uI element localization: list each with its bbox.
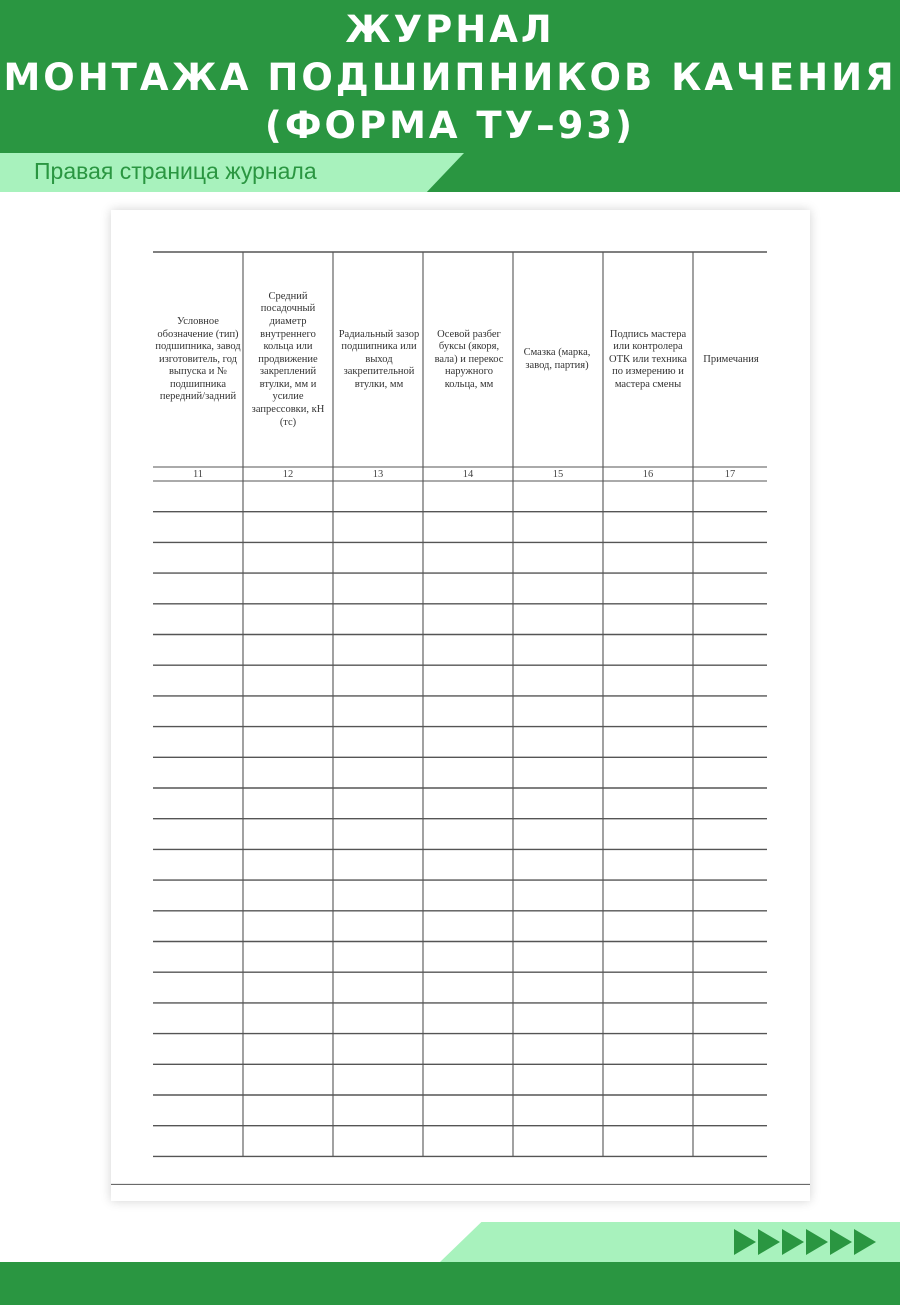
column-header-15: Смазка (марка, завод, партия) xyxy=(523,347,591,371)
arrow-right-icon xyxy=(830,1229,852,1255)
bottom-banner xyxy=(0,1262,900,1305)
column-header-11: Условное обозначение (тип) подшипника, завод изготовитель, год выпуска и № подшипника передний/задний xyxy=(155,315,241,403)
column-number-12: 12 xyxy=(282,469,294,480)
subtitle: Правая страница журнала xyxy=(34,158,317,184)
column-header-17: Примечания xyxy=(703,353,759,365)
title-line-1: ЖУРНАЛ xyxy=(345,8,555,51)
title-line-3: (ФОРМА ТУ–93) xyxy=(264,104,636,147)
column-header-12: Средний посадочный диаметр внутреннего кольца или продвижение закреплений втулки, мм и усилие запрессовки, кН (тс) xyxy=(251,290,325,428)
arrow-right-icon xyxy=(734,1229,756,1255)
column-header-16: Подпись мастера или контролера ОТК или техника по измерению и мастера смены xyxy=(609,328,687,390)
arrow-right-icon xyxy=(782,1229,804,1255)
arrow-right-icon xyxy=(806,1229,828,1255)
column-number-16: 16 xyxy=(642,469,654,480)
column-number-13: 13 xyxy=(372,469,384,480)
arrow-right-icon xyxy=(758,1229,780,1255)
arrow-right-icon xyxy=(854,1229,876,1255)
next-arrows xyxy=(734,1229,864,1257)
title-line-2: МОНТАЖА ПОДШИПНИКОВ КАЧЕНИЯ xyxy=(3,56,897,99)
column-number-14: 14 xyxy=(462,469,474,480)
page-title xyxy=(0,6,900,150)
column-number-17: 17 xyxy=(724,469,736,480)
column-number-15: 15 xyxy=(552,469,564,480)
column-header-14: Осевой разбег буксы (якоря, вала) и перекос наружного кольца, мм xyxy=(434,328,504,390)
journal-sheet xyxy=(111,210,810,1201)
column-header-13: Радиальный зазор подшипника или выход закрепительной втулки, мм xyxy=(338,328,420,390)
column-number-11: 11 xyxy=(192,469,204,480)
